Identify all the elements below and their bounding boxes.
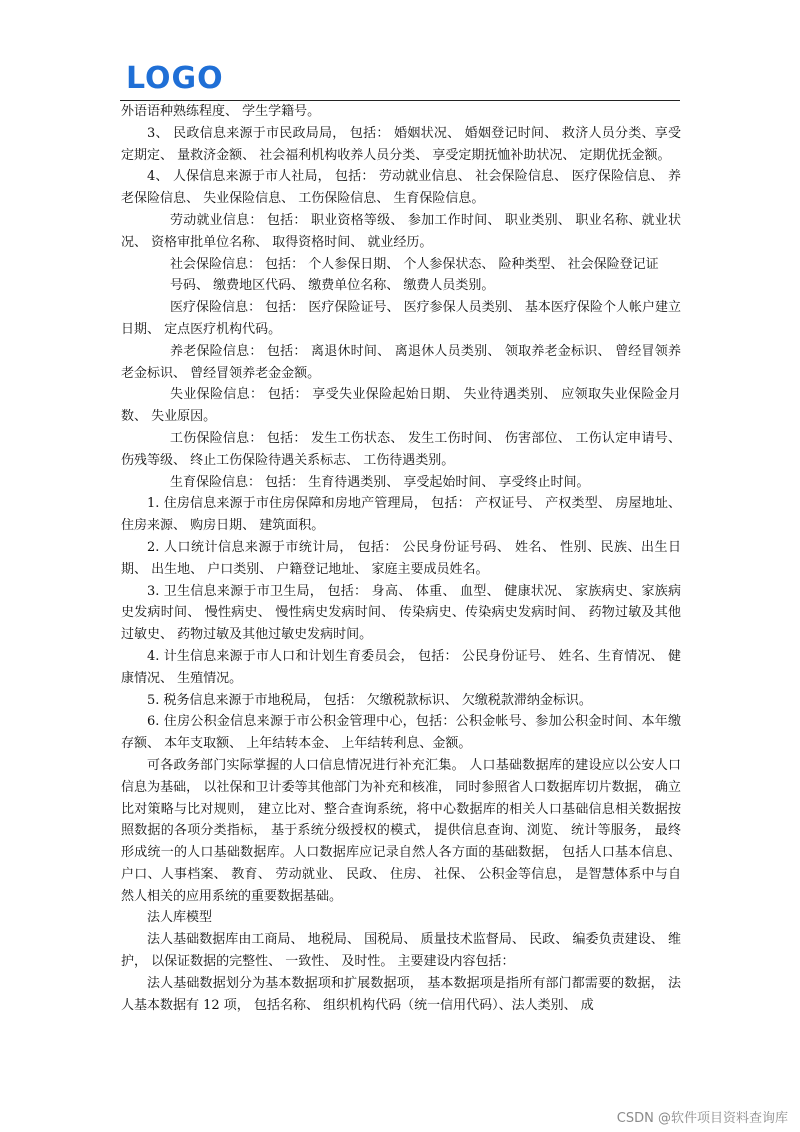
paragraph-unemployment-insurance-info: 失业保险信息： 包括： 享受失业保险起始日期、 失业待遇类别、 应领取失业保险金月 数、 失业原因。 <box>121 387 681 425</box>
section-heading-legal-entity-model: 法人库模型 <box>147 910 213 926</box>
paragraph-maternity-insurance-info: 生育保险信息： 包括： 生育待遇类别、 享受起始时间、 享受终止时间。 <box>170 474 590 490</box>
paragraph-social-insurance-info-cont: 号码、 缴费地区代码、 缴费单位名称、 缴费人员类别。 <box>170 278 495 294</box>
paragraph-civil-affairs: 3、 民政信息来源于市民政局局， 包括： 婚姻状况、 婚姻登记时间、 救济人员分类、享受定期定、 量救济金额、 社会福利机构收养人员分类、 享受定期抚恤补助状况、 定期优抚金额。 <box>121 125 681 163</box>
paragraph-population-database: 可各政务部门实际掌握的人口信息情况进行补充汇集。 人口基础数据库的建设应以公安人口信息为基础， 以社保和卫计委等其他部门为补充和核准， 同时参照省人口数据库切片数据， 确立比对策略与比对规则， 建立比对、整合查询系统，将中心数据库的相关人口基础信息相关数据按照数据的各项分类指标， 基于系统分级授权的模式， 提供信息查询、浏览、 统计等服务， 最终形成统一的人口基础数据库。人口数据库应记录自然人各方面的基础数据， 包括人口基本信息、户口、人事档案、 教育、 劳动就业、 民政、 住房、 社保、 公积金等信息， 是智慧体系中与自然人相关的应用系统的重要数据基础。 <box>121 757 681 904</box>
paragraph-social-security: 4、 人保信息来源于市人社局， 包括： 劳动就业信息、 社会保险信息、 医疗保险信息、 养老保险信息、 失业保险信息、 工伤保险信息、 生育保险信息。 <box>121 169 681 207</box>
paragraph-family-planning: 4. 计生信息来源于市人口和计划生育委员会， 包括： 公民身份证号、 姓名、生育情况、 健康情况、 生殖情况。 <box>121 648 681 686</box>
watermark: CSDN @软件项目资料查询库 <box>616 1111 788 1126</box>
paragraph-legal-entity-database: 法人基础数据库由工商局、 地税局、 国税局、 质量技术监督局、 民政、 编委负责建设、 维护， 以保证数据的完整性、 一致性、 及时性。 主要建设内容包括： <box>121 932 681 970</box>
paragraph-social-insurance-info: 社会保险信息： 包括： 个人参保日期、 个人参保状态、 险种类型、 社会保险登记证 <box>170 256 659 272</box>
paragraph-pension-insurance-info: 养老保险信息： 包括： 离退休时间、 离退休人员类别、 领取养老金标识、 曾经冒领养老金标识、 曾经冒领养老金金额。 <box>121 343 681 381</box>
paragraph-tax: 5. 税务信息来源于市地税局， 包括： 欠缴税款标识、 欠缴税款滞纳金标识。 <box>147 692 592 708</box>
logo: LOGO <box>126 61 224 96</box>
paragraph-continuation: 外语语种熟练程度、 学生学籍号。 <box>121 104 321 119</box>
paragraph-medical-insurance-info: 医疗保险信息： 包括： 医疗保险证号、 医疗参保人员类别、 基本医疗保险个人帐户建立日期、 定点医疗机构代码。 <box>121 300 681 337</box>
paragraph-statistics: 2. 人口统计信息来源于市统计局， 包括： 公民身份证号码、 姓名、 性别、民族、出生日期、 出生地、 户口类别、 户籍登记地址、 家庭主要成员姓名。 <box>121 539 681 577</box>
paragraph-legal-entity-data-items: 法人基础数据划分为基本数据项和扩展数据项， 基本数据项是指所有部门都需要的数据， 法人基本数据有 12 项， 包括名称、 组织机构代码（统一信用代码）、法人类别、 成 <box>121 975 681 1013</box>
paragraph-injury-insurance-info: 工伤保险信息： 包括： 发生工伤状态、 发生工伤时间、 伤害部位、 工伤认定申请号、 伤残等级、 终止工伤保险待遇关系标志、 工伤待遇类别。 <box>121 430 681 468</box>
paragraph-employment-info: 劳动就业信息： 包括： 职业资格等级、 参加工作时间、 职业类别、 职业名称、就业状况、 资格审批单位名称、 取得资格时间、 就业经历。 <box>121 212 681 250</box>
paragraph-housing: 1. 住房信息来源于市住房保障和房地产管理局， 包括： 产权证号、 产权类型、 房屋地址、 住房来源、 购房日期、 建筑面积。 <box>121 496 681 534</box>
document-body <box>121 101 681 1016</box>
paragraph-housing-fund: 6. 住房公积金信息来源于市公积金管理中心，包括：公积金帐号、参加公积金时间、本年缴存额、 本年支取额、 上年结转本金、 上年结转利息、金额。 <box>121 714 681 752</box>
paragraph-health: 3. 卫生信息来源于市卫生局， 包括： 身高、 体重、 血型、 健康状况、 家族病史、家族病史发病时间、 慢性病史、 慢性病史发病时间、 传染病史、传染病史发病时间、 药物过敏及其他过敏史、 药物过敏及其他过敏史发病时间。 <box>121 583 681 643</box>
